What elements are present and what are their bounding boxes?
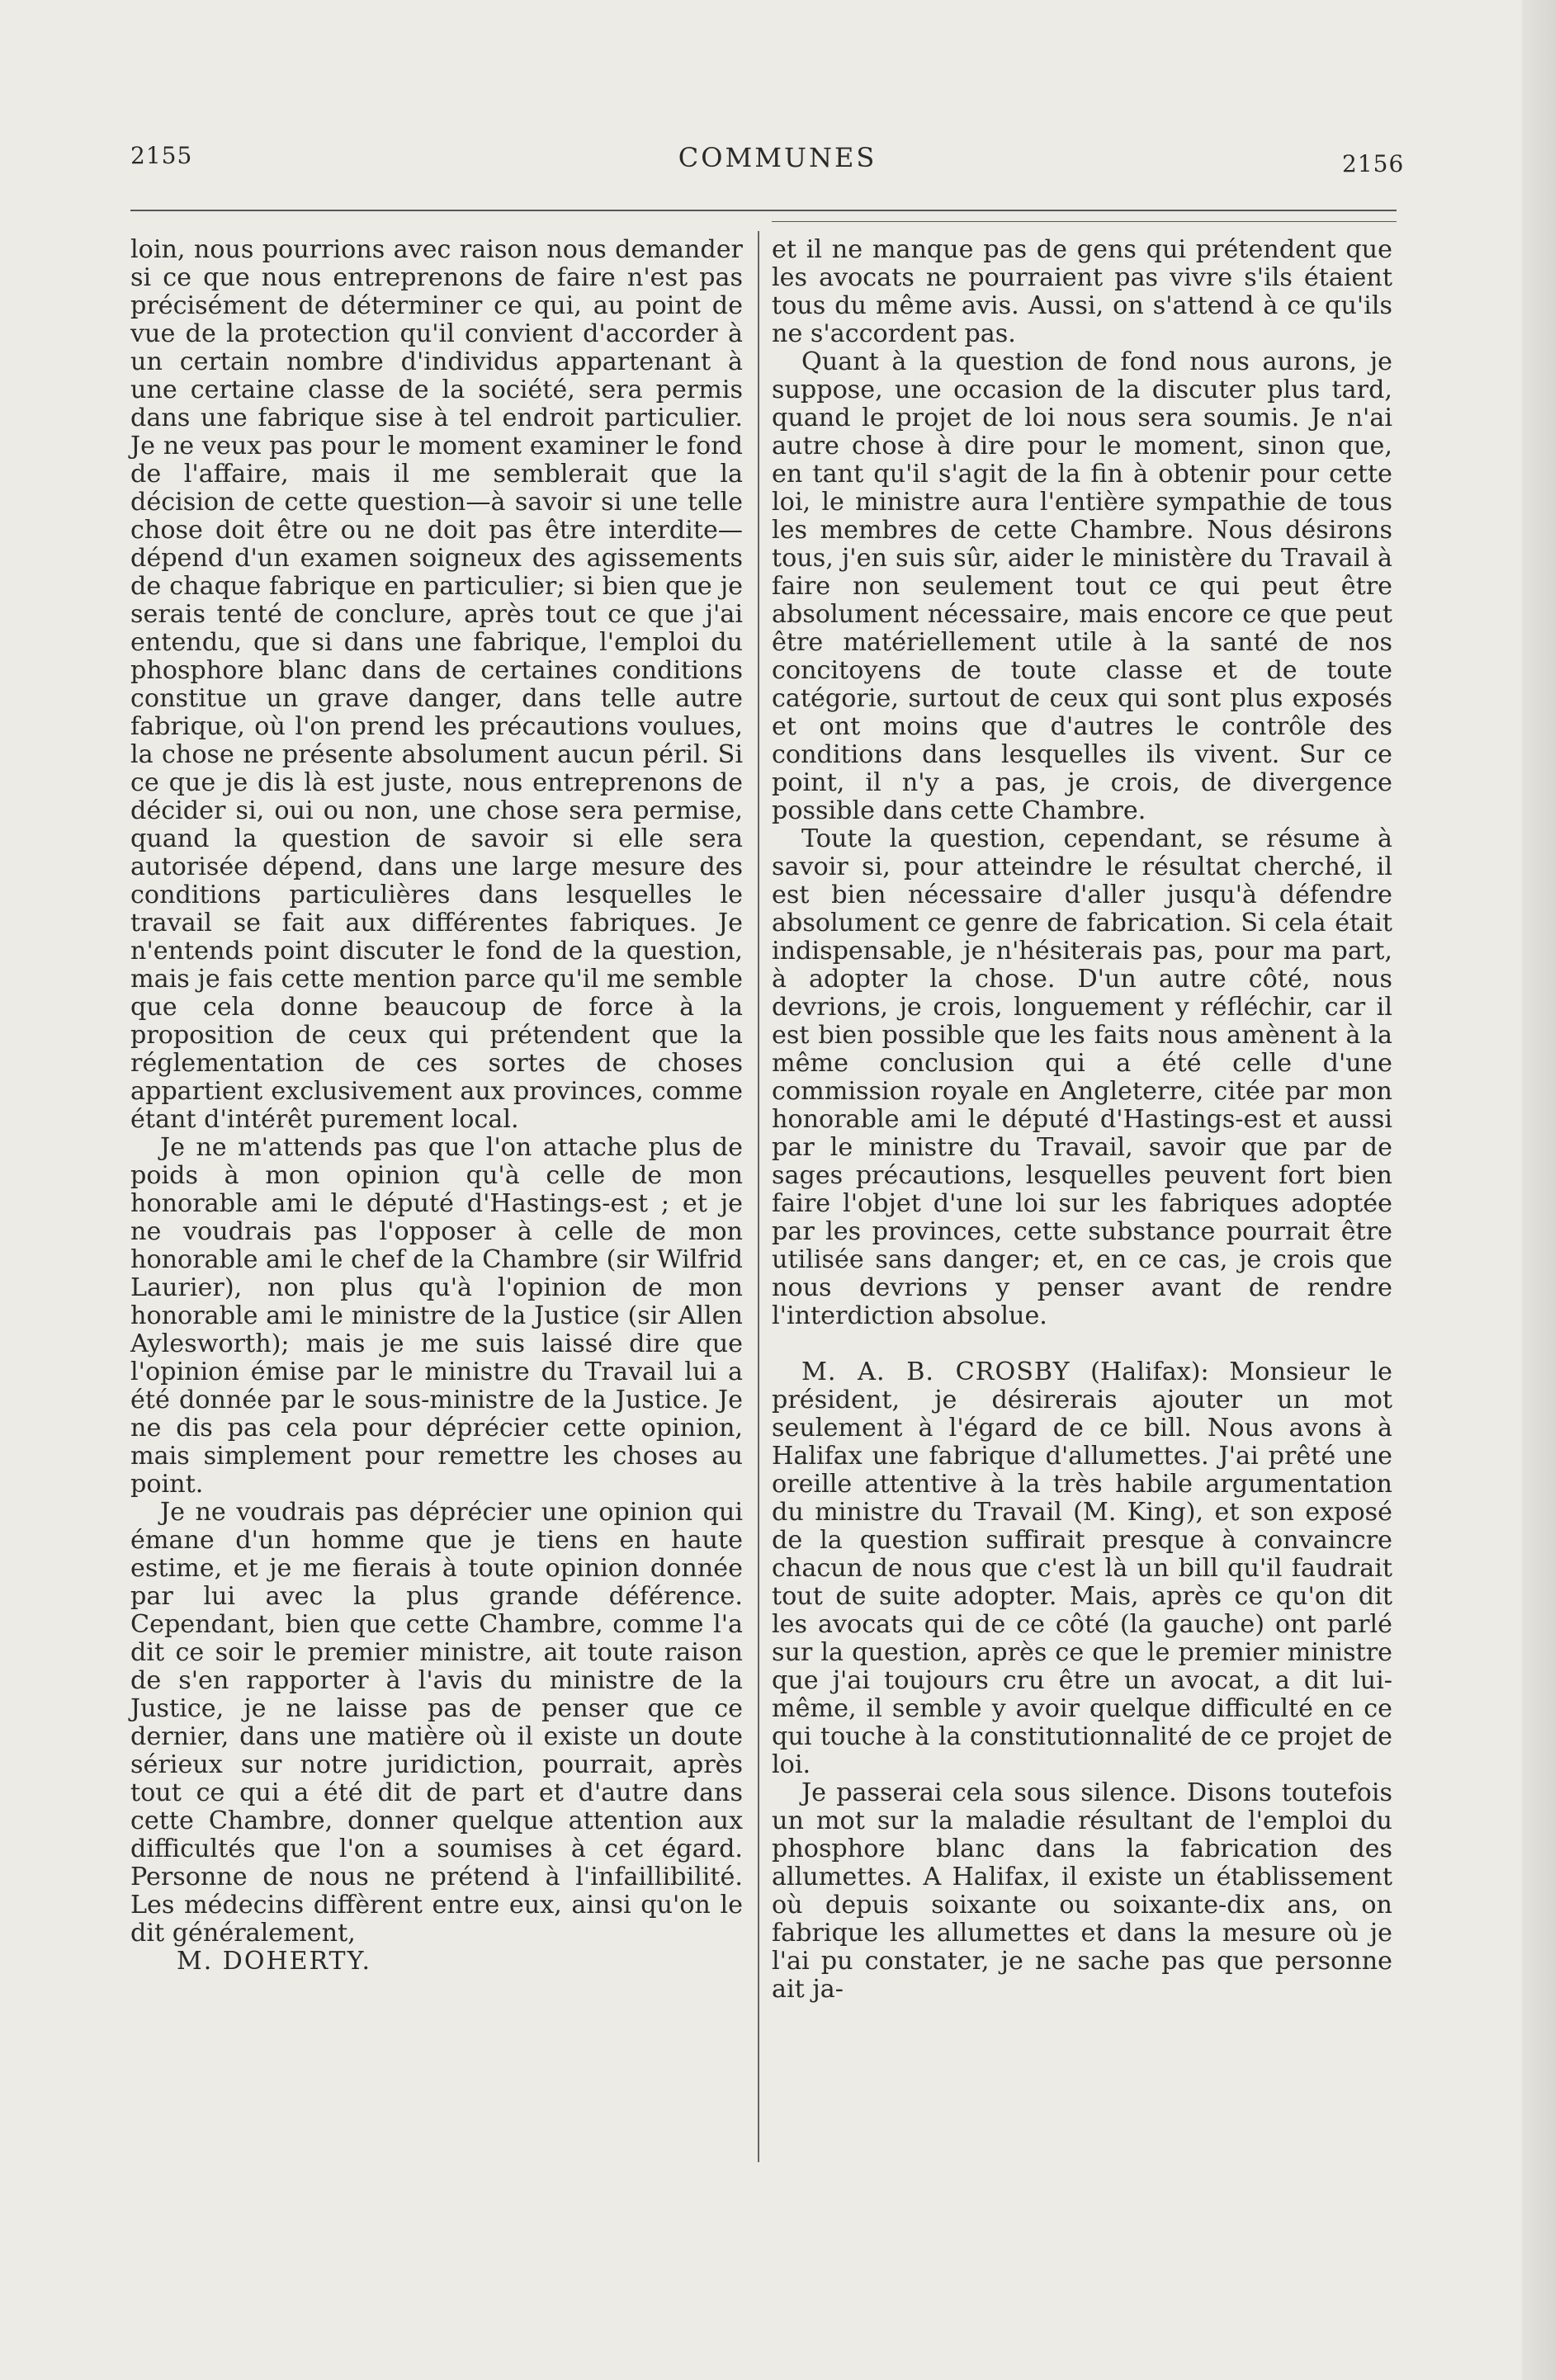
speaker-attribution: M. DOHERTY. <box>177 1947 372 1976</box>
running-title: COMMUNES <box>678 142 877 173</box>
page-header <box>0 142 1555 183</box>
right-column <box>772 236 1392 2004</box>
paragraph: et il ne manque pas de gens qui prétendent que les avocats ne pourraient pas vivre s'ils étaient tous du même avis. Aussi, on s'attend à ce qu'ils ne s'accordent pas. <box>772 235 1392 348</box>
paragraph: Je ne m'attends pas que l'on attache plus de poids à mon opinion qu'à celle de mon honorable ami le député d'Hastings-est ; et je ne voudrais pas l'opposer à celle de mon honorable ami le chef de la Chambre (sir Wilfrid Laurier), non plus qu'à l'opinion de mon honorable ami le ministre de la Justice (sir Allen Aylesworth); mais je me suis laissé dire que l'opinion émise par le ministre du Travail lui a été donnée par le sous-ministre de la Justice. Je ne dis pas cela pour déprécier cette opinion, mais simplement pour remettre les choses au point. <box>130 1133 743 1499</box>
paragraph: Je ne voudrais pas déprécier une opinion qui émane d'un homme que je tiens en haute estime, et je me fierais à toute opinion donnée par lui avec la plus grande déférence. Cependant, bien que cette Chambre, comme l'a dit ce soir le premier ministre, ait toute raison de s'en rapporter à l'avis du ministre de la Justice, je ne laisse pas de penser que ce dernier, dans une matière où il existe un doute sérieux sur notre juridiction, pourrait, après tout ce qui a été dit de part et d'autre dans cette Chambre, donner quelque attention aux difficultés que l'on a soumises à cet égard. Personne de nous ne prétend à l'infaillibilité. Les médecins diffèrent entre eux, ainsi qu'on le dit généralement, <box>130 1498 743 1948</box>
paragraph: Je passerai cela sous silence. Disons toutefois un mot sur la maladie résultant de l'emploi du phosphore blanc dans la fabrication des allumettes. A Halifax, il existe un établissement où depuis soixante ou soixante-dix ans, on fabrique les allumettes et dans la mesure où je l'ai pu constater, je ne sache pas que personne ait ja- <box>772 1778 1392 2004</box>
page-edge-shadow <box>1522 0 1555 2380</box>
page-number-left: 2155 <box>130 142 193 169</box>
speech-text: (Halifax): Monsieur le président, je désirerais ajouter un mot seulement à l'égard de ce bill. Nous avons à Halifax une fabrique d'allumettes. J'ai prêté une oreille attentive à la très habile argumentation du ministre du Travail (M. King), et son exposé de la question suffirait presque à convaincre chacun de nous que c'est là un bill qu'il faudrait tout de suite adopter. Mais, après ce qu'on dit les avocats qui de ce côté (la gauche) ont parlé sur la question, après ce que le premier ministre que j'ai toujours cru être un avocat, a dit lui-même, il semble y avoir quelque difficulté en ce qui touche à la constitutionnalité de ce projet de loi. <box>772 1358 1392 1779</box>
paragraph: loin, nous pourrions avec raison nous demander si ce que nous entreprenons de faire n'est pas précisément de déterminer ce qui, au point de vue de la protection qu'il convient d'accorder à un certain nombre d'individus appartenant à une certaine classe de la société, sera permis dans une fabrique sise à tel endroit particulier. Je ne veux pas pour le moment examiner le fond de l'affaire, mais il me semblerait que la décision de cette question—à savoir si une telle chose doit être ou ne doit pas être interdite—dépend d'un examen soigneux des agissements de chaque fabrique en particulier; si bien que je serais tenté de conclure, après tout ce que j'ai entendu, que si dans une fabrique, l'emploi du phosphore blanc dans de certaines conditions constitue un grave danger, dans telle autre fabrique, où l'on prend les précautions voulues, la chose ne présente absolument aucun péril. Si ce que je dis là est juste, nous entreprenons de décider si, oui ou non, une chose sera permise, quand la question de savoir si elle sera autorisée dépend, dans une large mesure des conditions particulières dans lesquelles le travail se fait aux différentes fabriques. Je n'entends point discuter le fond de la question, mais je fais cette mention parce qu'il me semble que cela donne beaucoup de force à la proposition de ceux qui prétendent que la réglementation de ces sortes de choses appartient exclusivement aux provinces, comme étant d'intérêt purement local. <box>130 235 743 1134</box>
speaker-name: M. A. B. CROSBY <box>801 1358 1071 1386</box>
column-divider <box>758 231 759 2162</box>
paragraph: Toute la question, cependant, se résume à savoir si, pour atteindre le résultat cherché, il est bien nécessaire d'aller jusqu'à défendre absolument ce genre de fabrication. Si cela était indispensable, je n'hésiterais pas, pour ma part, à adopter la chose. D'un autre côté, nous devrions, je crois, longuement y réfléchir, car il est bien possible que les faits nous amènent à la même conclusion qui a été celle d'une commission royale en Angleterre, citée par mon honorable ami le député d'Hastings-est et aussi par le ministre du Travail, savoir que par de sages précautions, lesquelles peuvent fort bien faire l'objet d'une loi sur les fabriques adoptée par les provinces, cette substance pourrait être utilisée sans danger; et, en ce cas, je crois que nous devrions y penser avant de rendre l'interdiction absolue. <box>772 824 1392 1330</box>
header-rule <box>130 210 1397 211</box>
left-column <box>130 236 743 1976</box>
speaker-paragraph <box>772 1358 1392 1779</box>
header-rule-secondary <box>772 221 1397 222</box>
paragraph: Quant à la question de fond nous aurons, je suppose, une occasion de la discuter plus tard, quand le projet de loi nous sera soumis. Je n'ai autre chose à dire pour le moment, sinon que, en tant qu'il s'agit de la fin à obtenir pour cette loi, le ministre aura l'entière sympathie de tous les membres de cette Chambre. Nous désirons tous, j'en suis sûr, aider le ministère du Travail à faire non seulement tout ce qui peut être absolument nécessaire, mais encore ce que peut être matériellement utile à la santé de nos concitoyens de toute classe et de toute catégorie, surtout de ceux qui sont plus exposés et ont moins que d'autres le contrôle des conditions dans lesquelles ils vivent. Sur ce point, il n'y a pas, je crois, de divergence possible dans cette Chambre. <box>772 347 1392 825</box>
page-number-right: 2156 <box>1342 150 1405 177</box>
